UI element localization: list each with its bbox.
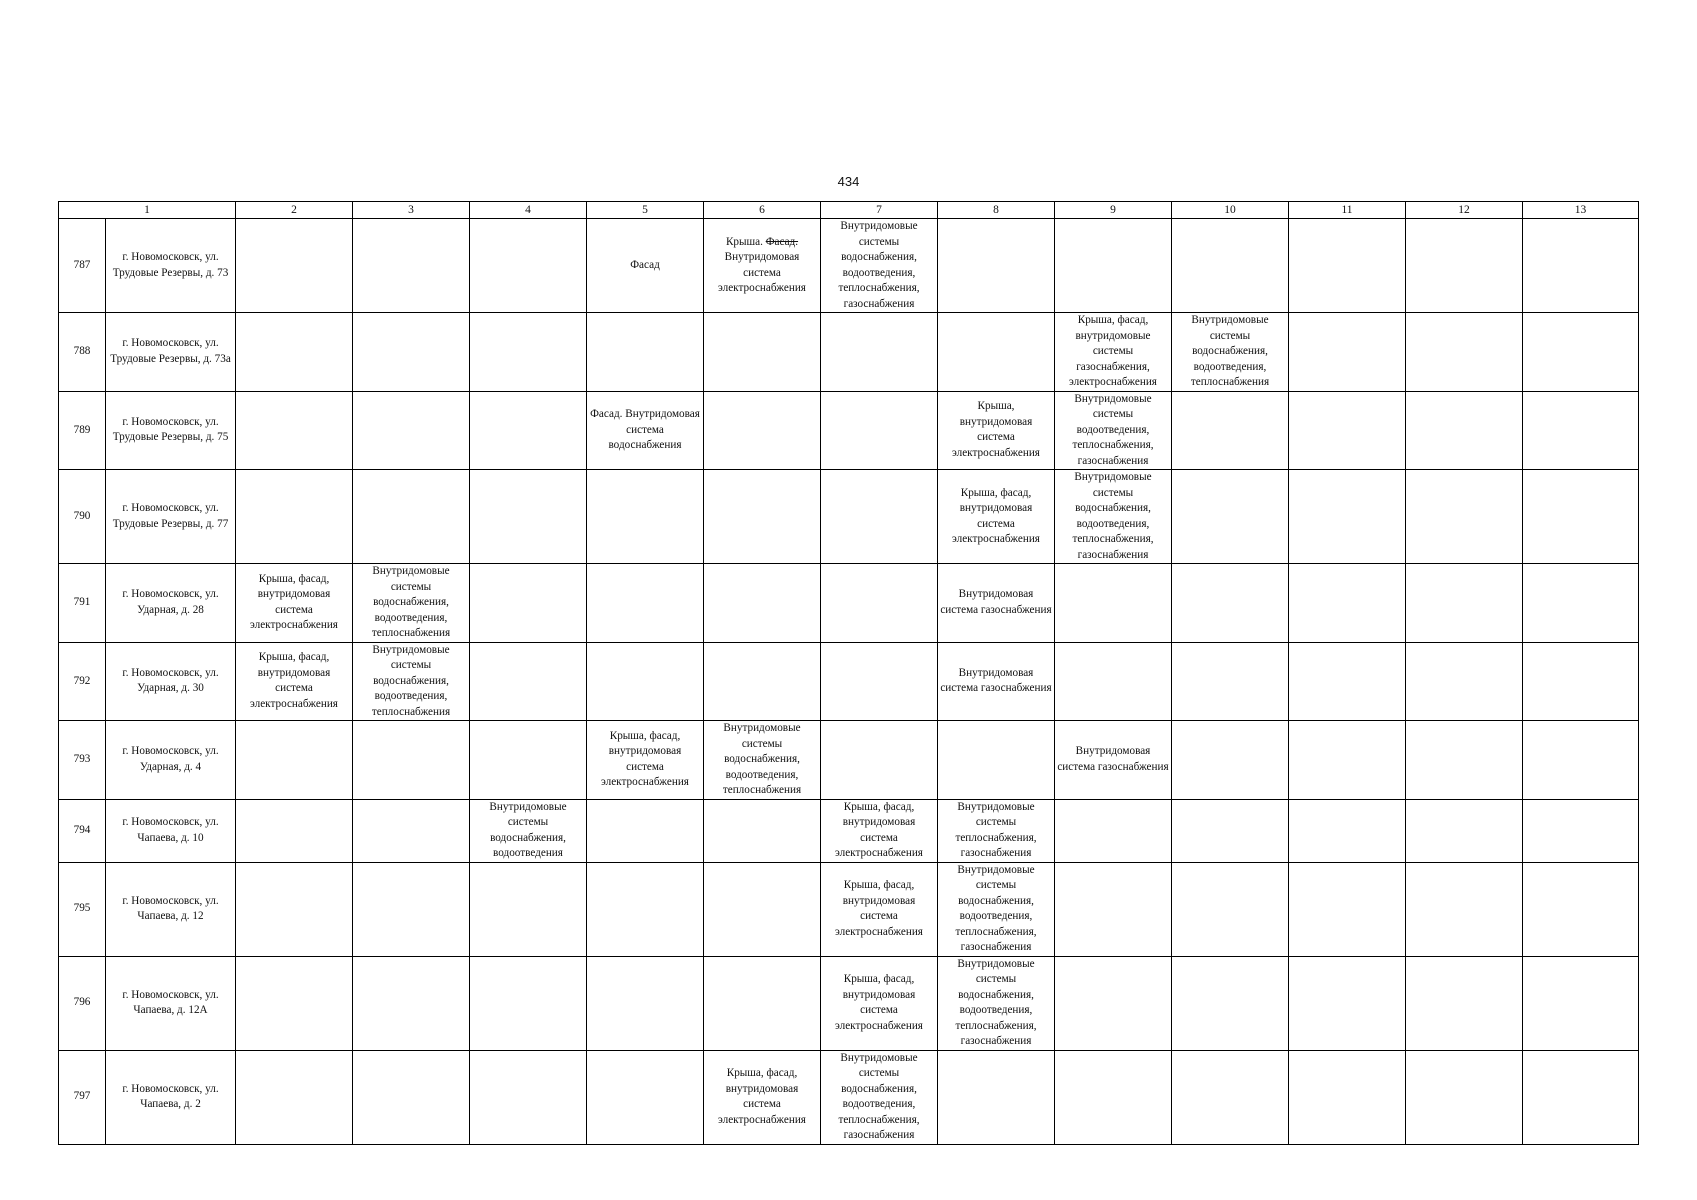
table-cell [587, 1050, 704, 1144]
table-cell: Крыша, фасад, внутридомовая система электроснабжения [821, 862, 938, 956]
table-cell [1406, 1050, 1523, 1144]
table-cell [1289, 313, 1406, 392]
table-cell [236, 313, 353, 392]
column-header: 5 [587, 202, 704, 219]
table-cell [353, 799, 470, 862]
table-cell [1406, 391, 1523, 470]
table-cell [353, 313, 470, 392]
table-cell: Фасад. Внутридомовая система водоснабжения [587, 391, 704, 470]
row-number: 788 [59, 313, 106, 392]
table-cell [353, 391, 470, 470]
table-cell [1172, 564, 1289, 643]
table-cell: Внутридомовые системы водоснабжения, водоотведения, теплоснабжения, газоснабжения [821, 219, 938, 313]
table-cell: Внутридомовые системы водоснабжения, водоотведения, теплоснабжения [353, 564, 470, 643]
table-cell [1055, 956, 1172, 1050]
table-cell [938, 1050, 1055, 1144]
row-number: 789 [59, 391, 106, 470]
table-cell [470, 642, 587, 721]
table-cell [938, 313, 1055, 392]
table-cell [1523, 642, 1639, 721]
table-cell [236, 956, 353, 1050]
row-address: г. Новомосковск, ул. Ударная, д. 28 [106, 564, 236, 643]
table-cell [1523, 956, 1639, 1050]
table-cell: Крыша, внутридомовая система электроснабжения [938, 391, 1055, 470]
table-cell [1523, 799, 1639, 862]
table-cell [1406, 862, 1523, 956]
table-cell [587, 564, 704, 643]
table-cell [1172, 219, 1289, 313]
table-cell [1406, 799, 1523, 862]
cell-text: Внутридомовая система электроснабжения [718, 251, 806, 294]
table-cell [1055, 219, 1172, 313]
column-header: 12 [1406, 202, 1523, 219]
row-number: 797 [59, 1050, 106, 1144]
table-cell: Крыша, фасад, внутридомовая система электроснабжения [236, 642, 353, 721]
table-row [59, 219, 1639, 313]
column-header: 13 [1523, 202, 1639, 219]
column-header: 7 [821, 202, 938, 219]
table-cell [470, 313, 587, 392]
row-address: г. Новомосковск, ул. Трудовые Резервы, д. 77 [106, 470, 236, 564]
table-cell [821, 721, 938, 800]
table-cell [1406, 470, 1523, 564]
table-row [59, 313, 1639, 392]
table-cell [821, 313, 938, 392]
table-cell [1055, 862, 1172, 956]
table-row [59, 564, 1639, 643]
table-cell [1172, 470, 1289, 564]
row-number: 791 [59, 564, 106, 643]
table-cell [1406, 721, 1523, 800]
table-cell [704, 564, 821, 643]
table-cell [1406, 564, 1523, 643]
column-header: 8 [938, 202, 1055, 219]
table-cell: Внутридомовые системы водоснабжения, водоотведения, теплоснабжения, газоснабжения [1055, 470, 1172, 564]
table-cell [1289, 564, 1406, 643]
table-row [59, 1050, 1639, 1144]
table-cell [353, 862, 470, 956]
table-cell [587, 799, 704, 862]
table-row [59, 470, 1639, 564]
table-cell [1055, 1050, 1172, 1144]
table-cell [587, 862, 704, 956]
table-cell [236, 721, 353, 800]
row-address: г. Новомосковск, ул. Чапаева, д. 12 [106, 862, 236, 956]
table-cell [1523, 470, 1639, 564]
table-cell [353, 721, 470, 800]
table-cell [1172, 862, 1289, 956]
column-header: 3 [353, 202, 470, 219]
table-cell [1289, 721, 1406, 800]
table-cell [1523, 313, 1639, 392]
cell-text: Крыша. [725, 235, 766, 248]
row-number: 792 [59, 642, 106, 721]
row-number: 796 [59, 956, 106, 1050]
table-cell [1289, 470, 1406, 564]
table-cell [470, 862, 587, 956]
table-cell [1172, 799, 1289, 862]
table-cell: Внутридомовые системы водоснабжения, водоотведения [470, 799, 587, 862]
table-cell [1523, 564, 1639, 643]
table-cell [1289, 642, 1406, 721]
table-cell [938, 721, 1055, 800]
table-cell [1055, 564, 1172, 643]
table-cell [1289, 862, 1406, 956]
table-row [59, 799, 1639, 862]
table-cell [938, 219, 1055, 313]
table-cell [821, 391, 938, 470]
table-cell [236, 799, 353, 862]
row-number: 790 [59, 470, 106, 564]
column-header: 10 [1172, 202, 1289, 219]
table-cell [704, 391, 821, 470]
table-cell: Крыша, фасад, внутридомовые системы газоснабжения, электроснабжения [1055, 313, 1172, 392]
table-cell: Крыша, фасад, внутридомовая система электроснабжения [821, 956, 938, 1050]
table-cell [1289, 391, 1406, 470]
table-cell [1406, 642, 1523, 721]
table-cell [1523, 862, 1639, 956]
table-row [59, 391, 1639, 470]
table-cell [1172, 642, 1289, 721]
table-cell [1289, 1050, 1406, 1144]
table-cell [587, 642, 704, 721]
table-cell [1289, 799, 1406, 862]
table-cell: Внутридомовые системы водоснабжения, водоотведения, теплоснабжения, газоснабжения [938, 862, 1055, 956]
table-cell: Крыша, фасад, внутридомовая система электроснабжения [236, 564, 353, 643]
table-cell [236, 470, 353, 564]
column-header: 2 [236, 202, 353, 219]
table-cell [1055, 799, 1172, 862]
table-cell: Внутридомовые системы водоотведения, теплоснабжения, газоснабжения [1055, 391, 1172, 470]
table-cell: Крыша, фасад, внутридомовая система электроснабжения [938, 470, 1055, 564]
table-cell [353, 219, 470, 313]
table-cell [1523, 721, 1639, 800]
table-row [59, 642, 1639, 721]
row-number: 793 [59, 721, 106, 800]
table-cell [821, 470, 938, 564]
table-cell [821, 564, 938, 643]
table-cell [470, 219, 587, 313]
row-address: г. Новомосковск, ул. Трудовые Резервы, д. 73а [106, 313, 236, 392]
table-cell [1289, 956, 1406, 1050]
table-cell [1406, 219, 1523, 313]
table-cell: Внутридомовые системы водоснабжения, водоотведения, теплоснабжения [353, 642, 470, 721]
table-cell [353, 1050, 470, 1144]
table-row [59, 956, 1639, 1050]
table-cell [1172, 391, 1289, 470]
row-address: г. Новомосковск, ул. Чапаева, д. 10 [106, 799, 236, 862]
table-cell [1406, 313, 1523, 392]
column-header: 6 [704, 202, 821, 219]
row-address: г. Новомосковск, ул. Чапаева, д. 12А [106, 956, 236, 1050]
table-cell [587, 956, 704, 1050]
row-address: г. Новомосковск, ул. Ударная, д. 30 [106, 642, 236, 721]
column-header: 1 [59, 202, 236, 219]
table-cell [1523, 219, 1639, 313]
table-cell: Внутридомовые системы водоснабжения, водоотведения, теплоснабжения, газоснабжения [938, 956, 1055, 1050]
table-cell: Крыша, фасад, внутридомовая система электроснабжения [587, 721, 704, 800]
table-row [59, 862, 1639, 956]
table-cell: Внутридомовые системы водоснабжения, водоотведения, теплоснабжения, газоснабжения [821, 1050, 938, 1144]
page-number: 434 [837, 174, 860, 189]
table-cell [353, 470, 470, 564]
table-cell [1289, 219, 1406, 313]
table-row [59, 721, 1639, 800]
table-cell [1172, 721, 1289, 800]
column-header: 4 [470, 202, 587, 219]
table-cell [1172, 956, 1289, 1050]
table-cell: Внутридомовые системы водоснабжения, водоотведения, теплоснабжения [1172, 313, 1289, 392]
table-cell: Внутридомовая система газоснабжения [938, 642, 1055, 721]
column-header: 11 [1289, 202, 1406, 219]
row-number: 787 [59, 219, 106, 313]
table-cell [470, 1050, 587, 1144]
table-cell: Фасад [587, 219, 704, 313]
table-cell [470, 956, 587, 1050]
table-cell [821, 642, 938, 721]
table-cell: Крыша, фасад, внутридомовая система электроснабжения [704, 1050, 821, 1144]
table-cell [470, 391, 587, 470]
table-cell [1172, 1050, 1289, 1144]
table-cell [704, 313, 821, 392]
table-cell [1523, 391, 1639, 470]
table-cell [1523, 1050, 1639, 1144]
struck-text: Фасад. [765, 235, 799, 248]
row-address: г. Новомосковск, ул. Трудовые Резервы, д. 73 [106, 219, 236, 313]
table-cell [353, 956, 470, 1050]
table-cell [236, 219, 353, 313]
table-cell [587, 470, 704, 564]
column-header: 9 [1055, 202, 1172, 219]
table-cell [470, 721, 587, 800]
table-cell [704, 862, 821, 956]
row-address: г. Новомосковск, ул. Ударная, д. 4 [106, 721, 236, 800]
header-row [59, 202, 1639, 219]
table-cell: Внутридомовые системы водоснабжения, водоотведения, теплоснабжения [704, 721, 821, 800]
table-cell [587, 313, 704, 392]
table-cell: Внутридомовая система газоснабжения [1055, 721, 1172, 800]
works-table [58, 201, 1639, 1145]
table-cell [236, 862, 353, 956]
row-address: г. Новомосковск, ул. Чапаева, д. 2 [106, 1050, 236, 1144]
table-cell [236, 391, 353, 470]
table-cell: Внутридомовая система газоснабжения [938, 564, 1055, 643]
table-cell [704, 799, 821, 862]
row-number: 794 [59, 799, 106, 862]
table-cell [704, 642, 821, 721]
table-cell [704, 470, 821, 564]
table-cell: Внутридомовые системы теплоснабжения, газоснабжения [938, 799, 1055, 862]
table-cell [704, 219, 821, 313]
row-number: 795 [59, 862, 106, 956]
table-cell [704, 956, 821, 1050]
table-cell [470, 564, 587, 643]
table-cell [1055, 642, 1172, 721]
table-cell [470, 470, 587, 564]
table-cell [236, 1050, 353, 1144]
row-address: г. Новомосковск, ул. Трудовые Резервы, д. 75 [106, 391, 236, 470]
table-cell [1406, 956, 1523, 1050]
table-cell: Крыша, фасад, внутридомовая система электроснабжения [821, 799, 938, 862]
